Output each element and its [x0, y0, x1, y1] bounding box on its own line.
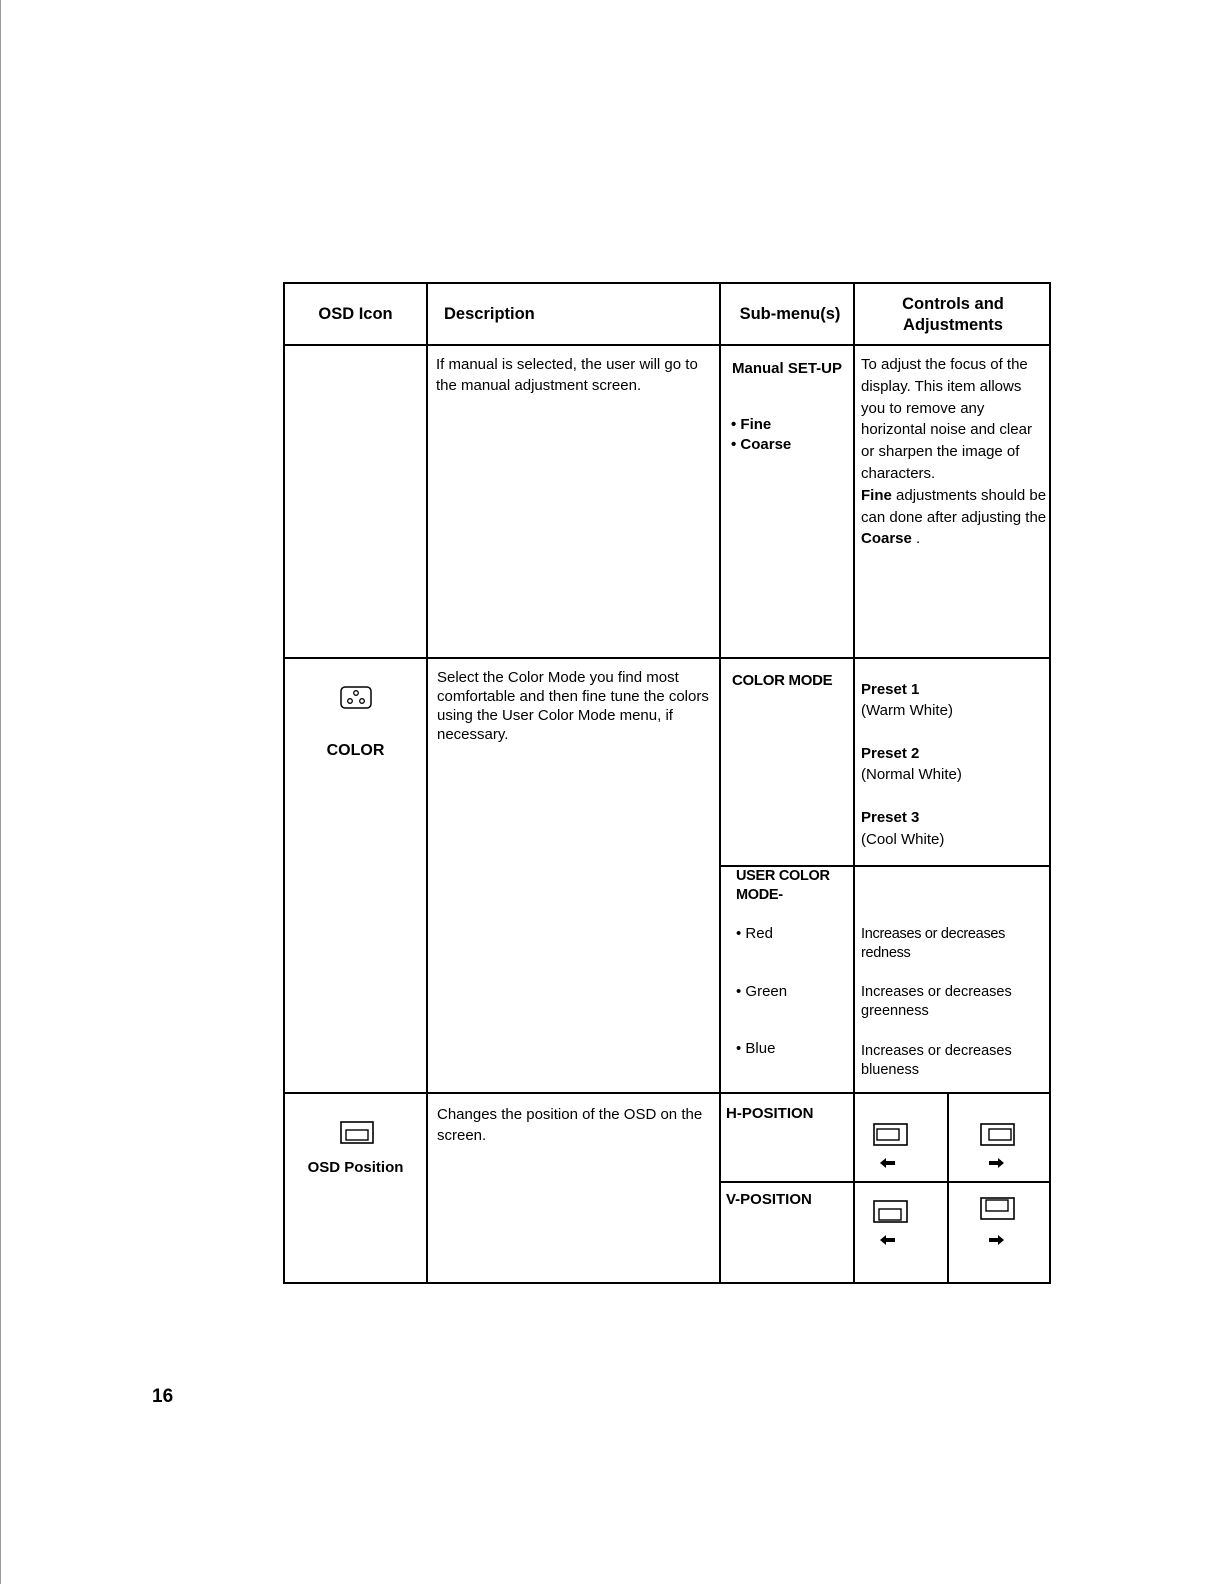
- preset-3-value: (Cool White): [861, 831, 945, 848]
- manual-coarse-item: • Coarse: [731, 436, 792, 453]
- manual-fine-item: • Fine: [731, 416, 772, 433]
- header-osd-icon: OSD Icon: [318, 305, 393, 323]
- page-edge: [0, 0, 1, 1584]
- preset-2-name: Preset 2: [861, 745, 920, 762]
- user-blue-item: • Blue: [736, 1040, 776, 1057]
- manual-setup-title: Manual SET-UP: [732, 360, 843, 377]
- osd-position-label: OSD Position: [307, 1159, 404, 1176]
- user-green-desc: Increases or decreases greenness: [861, 984, 1012, 1019]
- v-position-right-arrow-icon: [989, 1232, 1005, 1250]
- color-description: Select the Color Mode you find most comfortable and then fine tune the colors using the User Color Mode menu, if necessary.: [437, 669, 709, 743]
- header-controls: Controls and Adjustments: [902, 295, 1004, 334]
- user-red-item: • Red: [736, 925, 773, 942]
- manual-controls-text: To adjust the focus of the display. This item allows you to remove any horizontal noise and clear or sharpen the image of characters. Fine adjustments should be can done after adjusting the Coarse .: [861, 356, 1047, 548]
- preset-3-name: Preset 3: [861, 809, 920, 826]
- color-mode-title: COLOR MODE: [732, 672, 833, 689]
- osd-position-description: Changes the position of the OSD on the screen.: [437, 1106, 703, 1144]
- page-number: 16: [152, 1386, 174, 1407]
- preset-1-name: Preset 1: [861, 681, 920, 698]
- manual-description: If manual is selected, the user will go to the manual adjustment screen.: [436, 356, 698, 394]
- user-color-mode-title: USER COLOR MODE-: [736, 868, 830, 903]
- h-position-left-arrow-icon: [880, 1155, 896, 1173]
- header-description: Description: [444, 305, 535, 323]
- h-position-left-icon: [873, 1123, 907, 1145]
- color-label: COLOR: [326, 742, 385, 759]
- h-position-label: H-POSITION: [726, 1105, 814, 1122]
- osd-position-icon: [340, 1121, 372, 1143]
- preset-2-value: (Normal White): [861, 766, 962, 783]
- user-red-desc: Increases or decreases redness: [861, 926, 1006, 961]
- preset-1-value: (Warm White): [861, 702, 953, 719]
- user-blue-desc: Increases or decreases blueness: [861, 1043, 1012, 1078]
- h-position-right-icon: [980, 1123, 1014, 1145]
- v-position-left-arrow-icon: [880, 1232, 896, 1250]
- v-position-label: V-POSITION: [726, 1191, 812, 1208]
- user-green-item: • Green: [736, 983, 788, 1000]
- header-submenus: Sub-menu(s): [739, 305, 841, 323]
- osd-menu-table: [283, 282, 1051, 1284]
- v-position-down-icon: [873, 1200, 907, 1222]
- color-icon: [340, 686, 370, 707]
- h-position-right-arrow-icon: [989, 1155, 1005, 1173]
- v-position-up-icon: [980, 1197, 1014, 1219]
